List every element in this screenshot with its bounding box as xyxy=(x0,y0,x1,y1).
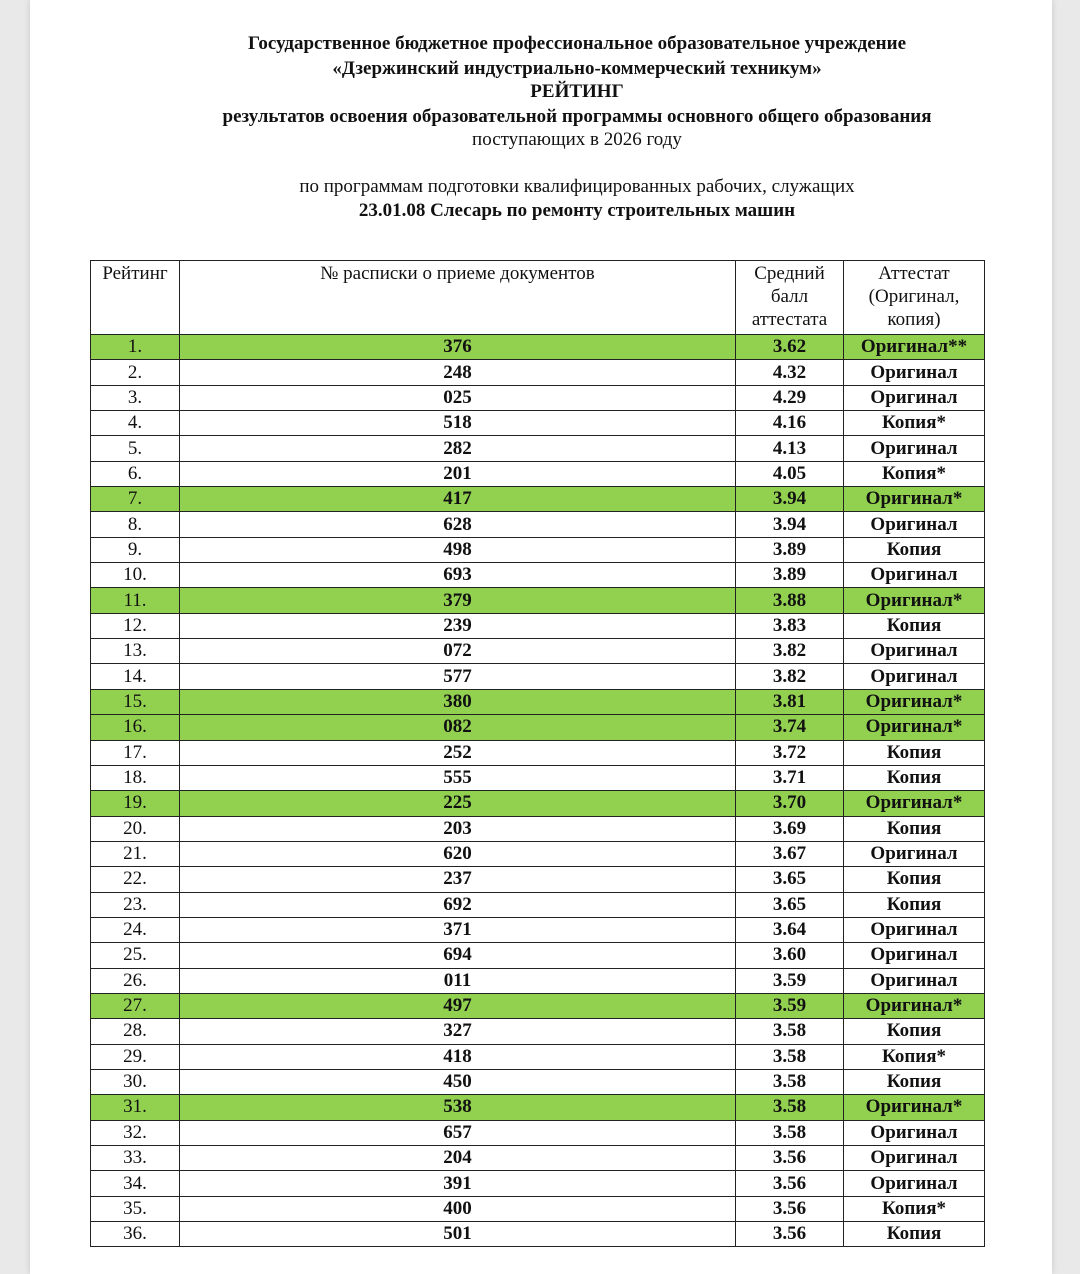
score-cell: 3.56 xyxy=(736,1171,844,1196)
certificate-cell: Оригинал** xyxy=(844,335,985,360)
receipt-cell: 657 xyxy=(180,1120,736,1145)
receipt-cell: 518 xyxy=(180,411,736,436)
rank-cell: 24. xyxy=(91,917,180,942)
table-row xyxy=(91,740,985,765)
score-cell: 3.58 xyxy=(736,1095,844,1120)
certificate-cell: Копия xyxy=(844,867,985,892)
score-cell: 4.13 xyxy=(736,436,844,461)
score-cell: 3.59 xyxy=(736,993,844,1018)
table-row xyxy=(91,487,985,512)
rank-cell: 33. xyxy=(91,1146,180,1171)
certificate-cell: Оригинал* xyxy=(844,689,985,714)
table-row xyxy=(91,1196,985,1221)
rank-cell: 8. xyxy=(91,512,180,537)
table-row xyxy=(91,335,985,360)
certificate-cell: Копия* xyxy=(844,461,985,486)
rank-cell: 18. xyxy=(91,765,180,790)
receipt-cell: 380 xyxy=(180,689,736,714)
score-cell: 3.56 xyxy=(736,1222,844,1247)
certificate-cell: Копия xyxy=(844,892,985,917)
rank-cell: 36. xyxy=(91,1222,180,1247)
score-cell: 3.89 xyxy=(736,537,844,562)
rank-cell: 15. xyxy=(91,689,180,714)
score-cell: 3.56 xyxy=(736,1146,844,1171)
rank-cell: 9. xyxy=(91,537,180,562)
rank-cell: 25. xyxy=(91,943,180,968)
certificate-cell: Оригинал xyxy=(844,664,985,689)
rank-cell: 31. xyxy=(91,1095,180,1120)
table-row xyxy=(91,1171,985,1196)
rank-cell: 23. xyxy=(91,892,180,917)
table-row xyxy=(91,867,985,892)
receipt-cell: 239 xyxy=(180,613,736,638)
document-page xyxy=(30,0,1052,1274)
rank-cell: 29. xyxy=(91,1044,180,1069)
rating-table xyxy=(90,260,985,1247)
receipt-cell: 391 xyxy=(180,1171,736,1196)
receipt-cell: 011 xyxy=(180,968,736,993)
rank-cell: 5. xyxy=(91,436,180,461)
table-row xyxy=(91,461,985,486)
rank-cell: 2. xyxy=(91,360,180,385)
rank-cell: 30. xyxy=(91,1069,180,1094)
certificate-cell: Оригинал* xyxy=(844,588,985,613)
document-title: РЕЙТИНГ xyxy=(530,81,624,102)
column-header-certificate: Аттестат (Оригинал, копия) xyxy=(844,261,985,335)
institution-name: Государственное бюджетное профессиональное образовательное учреждение xyxy=(247,33,907,54)
certificate-cell: Оригинал xyxy=(844,639,985,664)
score-cell: 3.82 xyxy=(736,664,844,689)
rank-cell: 20. xyxy=(91,816,180,841)
column-header-rank: Рейтинг xyxy=(91,261,180,335)
certificate-cell: Копия* xyxy=(844,411,985,436)
table-row xyxy=(91,639,985,664)
receipt-cell: 371 xyxy=(180,917,736,942)
table-row xyxy=(91,588,985,613)
rank-cell: 13. xyxy=(91,639,180,664)
score-cell: 3.58 xyxy=(736,1044,844,1069)
receipt-cell: 694 xyxy=(180,943,736,968)
column-header-receipt: № расписки о приеме документов xyxy=(180,261,736,335)
score-cell: 3.59 xyxy=(736,968,844,993)
table-body xyxy=(91,335,985,1247)
receipt-cell: 072 xyxy=(180,639,736,664)
score-cell: 3.58 xyxy=(736,1120,844,1145)
table-row xyxy=(91,993,985,1018)
certificate-cell: Копия xyxy=(844,613,985,638)
score-cell: 3.56 xyxy=(736,1196,844,1221)
table-row xyxy=(91,1120,985,1145)
table-row xyxy=(91,385,985,410)
table-row xyxy=(91,1222,985,1247)
rank-cell: 16. xyxy=(91,715,180,740)
score-cell: 4.32 xyxy=(736,360,844,385)
certificate-cell: Копия xyxy=(844,740,985,765)
score-cell: 3.65 xyxy=(736,867,844,892)
table-row xyxy=(91,917,985,942)
table-row xyxy=(91,689,985,714)
rank-cell: 4. xyxy=(91,411,180,436)
rank-cell: 32. xyxy=(91,1120,180,1145)
certificate-cell: Оригинал* xyxy=(844,993,985,1018)
certificate-cell: Оригинал* xyxy=(844,715,985,740)
rank-cell: 21. xyxy=(91,841,180,866)
table-row xyxy=(91,563,985,588)
certificate-cell: Копия xyxy=(844,537,985,562)
score-cell: 3.60 xyxy=(736,943,844,968)
receipt-cell: 417 xyxy=(180,487,736,512)
score-cell: 3.67 xyxy=(736,841,844,866)
certificate-cell: Оригинал xyxy=(844,1120,985,1145)
receipt-cell: 376 xyxy=(180,335,736,360)
score-cell: 3.72 xyxy=(736,740,844,765)
score-cell: 3.89 xyxy=(736,563,844,588)
certificate-cell: Оригинал* xyxy=(844,1095,985,1120)
table-row xyxy=(91,968,985,993)
certificate-cell: Оригинал xyxy=(844,917,985,942)
column-header-score: Средний балл аттестата xyxy=(736,261,844,335)
receipt-cell: 577 xyxy=(180,664,736,689)
rank-cell: 26. xyxy=(91,968,180,993)
certificate-cell: Оригинал xyxy=(844,512,985,537)
receipt-cell: 692 xyxy=(180,892,736,917)
table-row xyxy=(91,1069,985,1094)
table-row xyxy=(91,765,985,790)
receipt-cell: 203 xyxy=(180,816,736,841)
table-row xyxy=(91,892,985,917)
receipt-cell: 025 xyxy=(180,385,736,410)
rank-cell: 19. xyxy=(91,791,180,816)
certificate-cell: Оригинал* xyxy=(844,487,985,512)
certificate-cell: Оригинал xyxy=(844,968,985,993)
certificate-cell: Оригинал xyxy=(844,385,985,410)
rank-cell: 3. xyxy=(91,385,180,410)
score-cell: 3.82 xyxy=(736,639,844,664)
score-cell: 3.88 xyxy=(736,588,844,613)
score-cell: 3.58 xyxy=(736,1069,844,1094)
score-cell: 3.58 xyxy=(736,1019,844,1044)
receipt-cell: 400 xyxy=(180,1196,736,1221)
receipt-cell: 538 xyxy=(180,1095,736,1120)
program-line: по программам подготовки квалифицированных рабочих, служащих xyxy=(299,176,855,197)
receipt-cell: 450 xyxy=(180,1069,736,1094)
score-cell: 4.29 xyxy=(736,385,844,410)
table-row xyxy=(91,791,985,816)
score-cell: 3.65 xyxy=(736,892,844,917)
rank-cell: 34. xyxy=(91,1171,180,1196)
certificate-cell: Оригинал xyxy=(844,1171,985,1196)
table-row xyxy=(91,613,985,638)
score-cell: 3.74 xyxy=(736,715,844,740)
certificate-cell: Оригинал xyxy=(844,436,985,461)
table-row xyxy=(91,816,985,841)
receipt-cell: 248 xyxy=(180,360,736,385)
score-cell: 3.62 xyxy=(736,335,844,360)
receipt-cell: 501 xyxy=(180,1222,736,1247)
rank-cell: 6. xyxy=(91,461,180,486)
table-row xyxy=(91,841,985,866)
table-header-row xyxy=(91,261,985,335)
receipt-cell: 282 xyxy=(180,436,736,461)
certificate-cell: Копия xyxy=(844,1019,985,1044)
college-name: «Дзержинский индустриально-коммерческий техникум» xyxy=(332,58,822,79)
score-cell: 3.94 xyxy=(736,487,844,512)
receipt-cell: 252 xyxy=(180,740,736,765)
rank-cell: 27. xyxy=(91,993,180,1018)
table-row xyxy=(91,411,985,436)
certificate-cell: Копия xyxy=(844,765,985,790)
rank-cell: 35. xyxy=(91,1196,180,1221)
receipt-cell: 620 xyxy=(180,841,736,866)
certificate-cell: Оригинал* xyxy=(844,791,985,816)
receipt-cell: 082 xyxy=(180,715,736,740)
score-cell: 3.94 xyxy=(736,512,844,537)
receipt-cell: 225 xyxy=(180,791,736,816)
specialty-title: 23.01.08 Слесарь по ремонту строительных машин xyxy=(358,200,796,221)
table-row xyxy=(91,436,985,461)
table-row xyxy=(91,715,985,740)
receipt-cell: 555 xyxy=(180,765,736,790)
score-cell: 3.69 xyxy=(736,816,844,841)
receipt-cell: 418 xyxy=(180,1044,736,1069)
certificate-cell: Копия xyxy=(844,1222,985,1247)
score-cell: 3.83 xyxy=(736,613,844,638)
score-cell: 3.70 xyxy=(736,791,844,816)
certificate-cell: Оригинал xyxy=(844,563,985,588)
table-row xyxy=(91,512,985,537)
rank-cell: 28. xyxy=(91,1019,180,1044)
receipt-cell: 204 xyxy=(180,1146,736,1171)
receipt-cell: 379 xyxy=(180,588,736,613)
score-cell: 4.05 xyxy=(736,461,844,486)
certificate-cell: Оригинал xyxy=(844,360,985,385)
certificate-cell: Оригинал xyxy=(844,841,985,866)
table-row xyxy=(91,664,985,689)
rank-cell: 7. xyxy=(91,487,180,512)
score-cell: 3.81 xyxy=(736,689,844,714)
table-row xyxy=(91,1044,985,1069)
score-cell: 3.71 xyxy=(736,765,844,790)
year-line: поступающих в 2026 году xyxy=(472,129,682,150)
rank-cell: 1. xyxy=(91,335,180,360)
rank-cell: 10. xyxy=(91,563,180,588)
table-row xyxy=(91,1146,985,1171)
rank-cell: 17. xyxy=(91,740,180,765)
rank-cell: 11. xyxy=(91,588,180,613)
certificate-cell: Копия xyxy=(844,816,985,841)
receipt-cell: 327 xyxy=(180,1019,736,1044)
score-cell: 4.16 xyxy=(736,411,844,436)
rank-cell: 14. xyxy=(91,664,180,689)
rank-cell: 12. xyxy=(91,613,180,638)
certificate-cell: Оригинал xyxy=(844,943,985,968)
rank-cell: 22. xyxy=(91,867,180,892)
table-row xyxy=(91,1095,985,1120)
table-row xyxy=(91,943,985,968)
document-subtitle: результатов освоения образовательной программы основного общего образования xyxy=(222,106,932,127)
table-row xyxy=(91,360,985,385)
certificate-cell: Оригинал xyxy=(844,1146,985,1171)
receipt-cell: 498 xyxy=(180,537,736,562)
receipt-cell: 693 xyxy=(180,563,736,588)
score-cell: 3.64 xyxy=(736,917,844,942)
certificate-cell: Копия xyxy=(844,1069,985,1094)
table-row xyxy=(91,1019,985,1044)
certificate-cell: Копия* xyxy=(844,1196,985,1221)
receipt-cell: 628 xyxy=(180,512,736,537)
certificate-cell: Копия* xyxy=(844,1044,985,1069)
receipt-cell: 237 xyxy=(180,867,736,892)
receipt-cell: 497 xyxy=(180,993,736,1018)
receipt-cell: 201 xyxy=(180,461,736,486)
table-row xyxy=(91,537,985,562)
